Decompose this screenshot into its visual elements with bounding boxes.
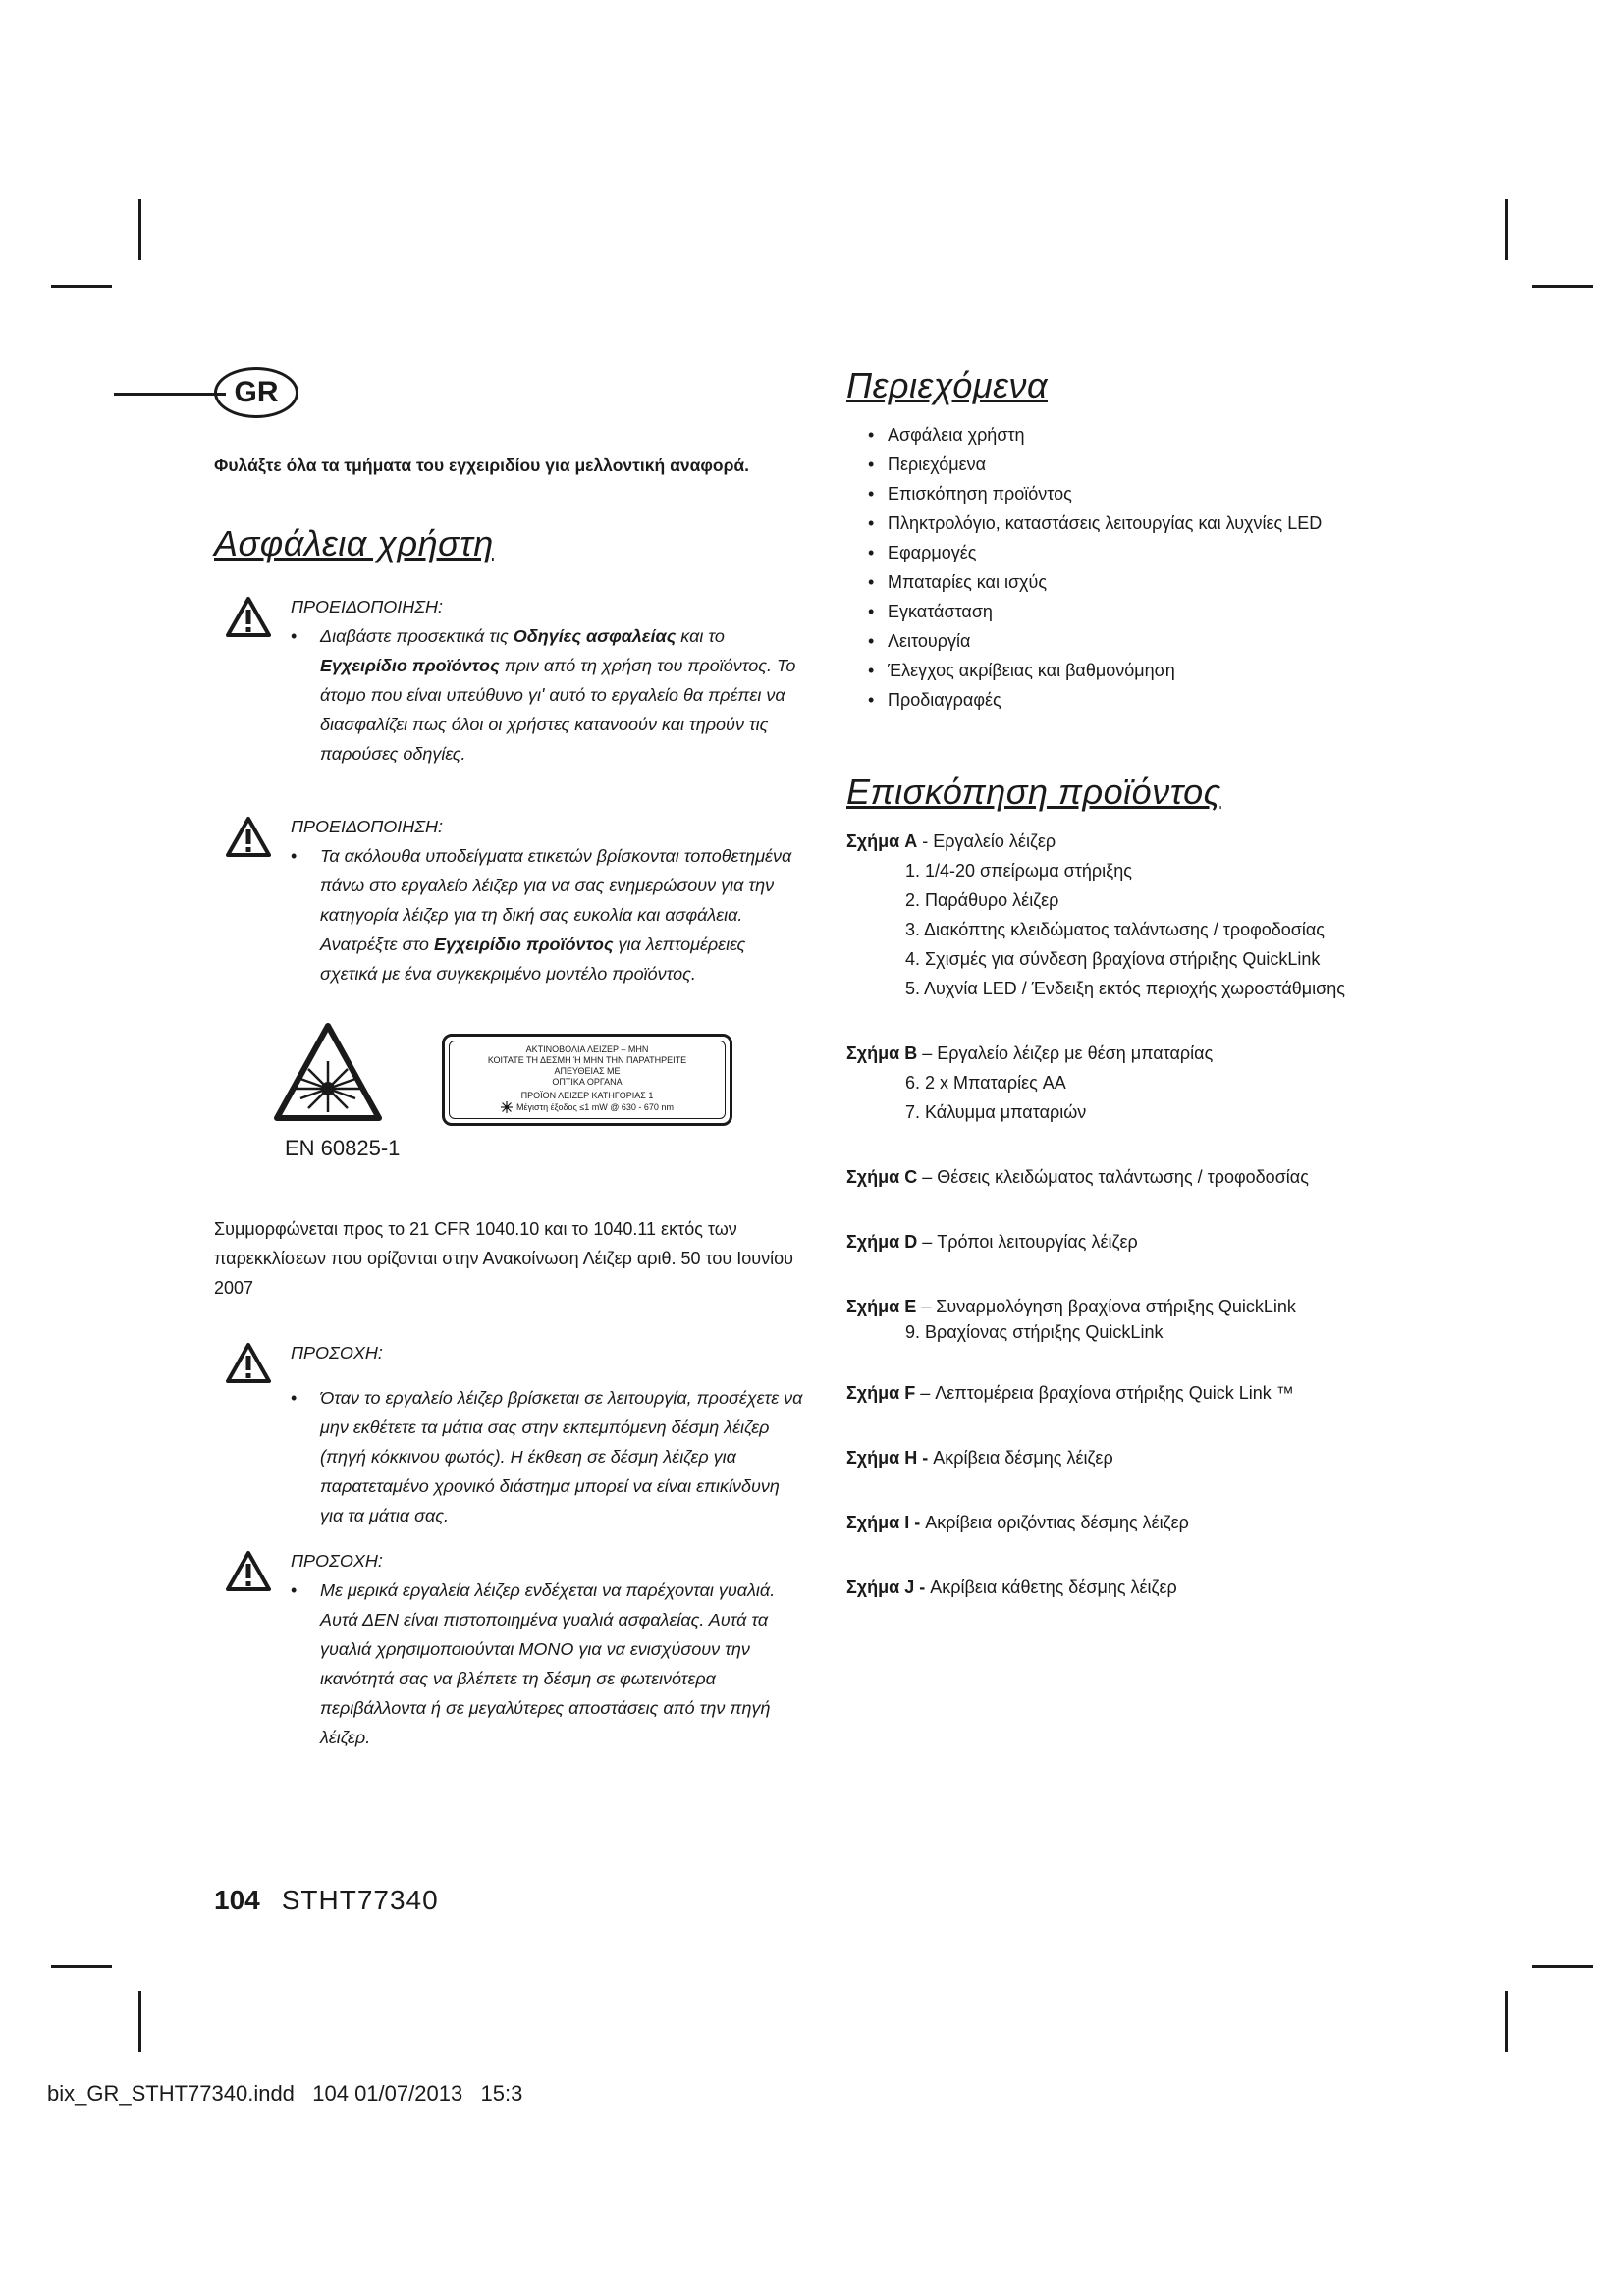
left-column bbox=[214, 365, 803, 1752]
figure-entry: Σχήμα E – Συναρμολόγηση βραχίονα στήριξης QuickLink 9. Βραχίονας στήριξης QuickLink bbox=[846, 1292, 1396, 1343]
safety-heading: Ασφάλεια χρήστη bbox=[214, 523, 494, 563]
warning-text: • Τα ακόλουθα υποδείγματα ετικετών βρίσκονται τοποθετημένα πάνω στο εργαλείο λέιζερ για να σας ενημερώσουν για την κατηγορία λέιζερ για τη δική σας ευκολία και ασφάλεια. Ανατρέξτε στο Εγχειρίδιο προϊόντος για λεπτομέρειες σχετικά με ένα συγκεκριμένο μοντέλο προϊόντος. bbox=[291, 841, 803, 988]
figure-part: 5. Λυχνία LED / Ένδειξη εκτός περιοχής χωροστάθμισης bbox=[905, 979, 1345, 998]
contents-item: • Ασφάλεια χρήστη bbox=[846, 420, 1396, 450]
contents-item: • Πληκτρολόγιο, καταστάσεις λειτουργίας και λυχνίες LED bbox=[846, 508, 1396, 538]
contents-item: • Εγκατάσταση bbox=[846, 597, 1396, 626]
right-column bbox=[846, 365, 1396, 1602]
laser-radiation-icon bbox=[273, 1022, 383, 1124]
crop-mark bbox=[1505, 1991, 1508, 2052]
contents-list bbox=[846, 420, 1396, 715]
label-line: ΚΟΙΤΑΤΕ ΤΗ ΔΕΣΜΗ Ή ΜΗΝ ΤΗΝ ΠΑΡΑΤΗΡΕΙΤΕ bbox=[487, 1055, 687, 1065]
language-marker bbox=[214, 365, 803, 422]
crop-mark bbox=[51, 1965, 112, 1968]
figure-entry: Σχήμα C – Θέσεις κλειδώματος ταλάντωσης / τροφοδοσίας bbox=[846, 1167, 1309, 1187]
figure-entry: Σχήμα F – Λεπτομέρεια βραχίονα στήριξης Quick Link ™ bbox=[846, 1383, 1294, 1403]
warning-text: • Διαβάστε προσεκτικά τις Οδηγίες ασφαλείας και το Εγχειρίδιο προϊόντος πριν από τη χρήση του προϊόντος. Το άτομο που είναι υπεύθυνο γι' αυτό το εργαλείο θα πρέπει να διασφαλίζει πως όλοι οι χρήστες κατανοούν και τηρούν τις παρούσες οδηγίες. bbox=[291, 621, 803, 769]
figure-entry: Σχήμα I - Ακρίβεια οριζόντιας δέσμης λέιζερ bbox=[846, 1513, 1189, 1532]
contents-item: • Μπαταρίες και ισχύς bbox=[846, 567, 1396, 597]
compliance-text: Συμμορφώνεται προς το 21 CFR 1040.10 και το 1040.11 εκτός των παρεκκλίσεων που ορίζονται στην Ανακοίνωση Λέιζερ αριθ. 50 του Ιουνίου 2007 bbox=[214, 1219, 793, 1298]
label-line: ΑΚΤΙΝΟΒΟΛΙΑ ΛΕΙΖΕΡ – ΜΗΝ bbox=[525, 1044, 649, 1054]
figure-entry: Σχήμα D – Τρόποι λειτουργίας λέιζερ bbox=[846, 1232, 1138, 1252]
figure-part: 1. 1/4-20 σπείρωμα στήριξης bbox=[905, 861, 1132, 881]
contents-item: • Εφαρμογές bbox=[846, 538, 1396, 567]
model-number: STHT77340 bbox=[281, 1885, 439, 1915]
warning-triangle-icon bbox=[226, 596, 271, 637]
figure-entry: Σχήμα J - Ακρίβεια κάθετης δέσμης λέιζερ bbox=[846, 1577, 1177, 1597]
standard-code: EN 60825-1 bbox=[285, 1136, 401, 1160]
contents-item: • Προδιαγραφές bbox=[846, 685, 1396, 715]
overview-heading: Επισκόπηση προϊόντος bbox=[846, 772, 1221, 812]
caution-text: • Με μερικά εργαλεία λέιζερ ενδέχεται να παρέχονται γυαλιά. Αυτά ΔΕΝ είναι πιστοποιημένα γυαλιά ασφαλείας. Αυτά τα γυαλιά χρησιμοποιούνται ΜΟΝΟ για να ενισχύσουν την ικανότητά σας να βλέπετε τη δέσμη σε φωτεινότερα περιβάλλοντα ή σε μεγαλύτερες αποστάσεις από την πηγή λέιζερ. bbox=[291, 1575, 803, 1752]
contents-item: • Περιεχόμενα bbox=[846, 450, 1396, 479]
label-line: ΑΠΕΥΘΕΙΑΣ ΜΕ bbox=[554, 1066, 621, 1076]
warning-triangle-icon bbox=[226, 1550, 271, 1591]
figure-part: 6. 2 x Μπαταρίες AA bbox=[905, 1073, 1066, 1093]
figure-entry: Σχήμα B – Εργαλείο λέιζερ με θέση μπαταρίας 6. 2 x Μπαταρίες AA 7. Κάλυμμα μπαταριών bbox=[846, 1039, 1396, 1127]
warning-block bbox=[214, 592, 803, 769]
label-line: Μέγιστη έξοδος ≤1 mW @ 630 - 670 nm bbox=[516, 1101, 674, 1112]
figure-part: 7. Κάλυμμα μπαταριών bbox=[905, 1102, 1087, 1122]
crop-mark bbox=[1532, 1965, 1593, 1968]
figure-entry: Σχήμα H - Ακρίβεια δέσμης λέιζερ bbox=[846, 1448, 1113, 1468]
figure-part: 3. Διακόπτης κλειδώματος ταλάντωσης / τροφοδοσίας bbox=[905, 920, 1325, 939]
contents-item: • Έλεγχος ακρίβειας και βαθμονόμηση bbox=[846, 656, 1396, 685]
contents-item: • Επισκόπηση προϊόντος bbox=[846, 479, 1396, 508]
warning-block bbox=[214, 812, 803, 988]
crop-mark bbox=[138, 199, 141, 260]
figure-list bbox=[846, 827, 1396, 1602]
print-slug: bix_GR_STHT77340.indd 104 01/07/2013 15:3 bbox=[47, 2081, 523, 2106]
label-line: ΠΡΟΪΟΝ ΛΕΙΖΕΡ ΚΑΤΗΓΟΡΙΑΣ 1 bbox=[520, 1091, 654, 1100]
caution-title: ΠΡΟΣΟΧΗ: bbox=[291, 1343, 383, 1362]
figure-part: 9. Βραχίονας στήριξης QuickLink bbox=[905, 1322, 1164, 1342]
laser-star-icon bbox=[501, 1101, 513, 1113]
laser-warning-label bbox=[442, 1034, 732, 1126]
figure-part: 4. Σχισμές για σύνδεση βραχίονα στήριξης QuickLink bbox=[905, 949, 1321, 969]
crop-mark bbox=[138, 1991, 141, 2052]
warning-title: ΠΡΟΕΙΔΟΠΟΙΗΣΗ: bbox=[291, 817, 444, 836]
crop-mark bbox=[1505, 199, 1508, 260]
marker-line bbox=[114, 393, 226, 396]
figure-part: 2. Παράθυρο λέιζερ bbox=[905, 890, 1059, 910]
laser-labels bbox=[214, 1022, 803, 1169]
caution-title: ΠΡΟΣΟΧΗ: bbox=[291, 1551, 383, 1571]
language-badge: GR bbox=[214, 367, 298, 418]
caution-block bbox=[214, 1338, 803, 1530]
page-number: 104 bbox=[214, 1885, 260, 1915]
contents-item: • Λειτουργία bbox=[846, 626, 1396, 656]
label-line: ΟΠΤΙΚΑ ΟΡΓΑΝΑ bbox=[552, 1077, 623, 1087]
page-footer bbox=[214, 1885, 439, 1916]
caution-block bbox=[214, 1546, 803, 1752]
contents-heading: Περιεχόμενα bbox=[846, 365, 1048, 405]
warning-triangle-icon bbox=[226, 816, 271, 857]
crop-mark bbox=[1532, 285, 1593, 288]
warning-title: ΠΡΟΕΙΔΟΠΟΙΗΣΗ: bbox=[291, 597, 444, 616]
warning-triangle-icon bbox=[226, 1342, 271, 1383]
figure-entry: Σχήμα A - Εργαλείο λέιζερ 1. 1/4-20 σπείρωμα στήριξης 2. Παράθυρο λέιζερ 3. Διακόπτης κλειδώματος ταλάντωσης / τροφοδοσίας 4. Σχισμές για σύνδεση βραχίονα στήριξης QuickLink 5. Λυχνία LED / Ένδειξη εκτός περιοχής χωροστάθμισης bbox=[846, 827, 1396, 1003]
crop-mark bbox=[51, 285, 112, 288]
caution-text: • Όταν το εργαλείο λέιζερ βρίσκεται σε λειτουργία, προσέχετε να μην εκθέτετε τα μάτια σας στην εκπεμπόμενη δέσμη λέιζερ (πηγή κόκκινου φωτός). Η έκθεση σε δέσμη λέιζερ για παρατεταμένο χρονικό διάστημα μπορεί να είναι επικίνδυνη για τα μάτια σας. bbox=[291, 1383, 803, 1530]
keep-manual-note: Φυλάξτε όλα τα τμήματα του εγχειριδίου για μελλοντική αναφορά. bbox=[214, 455, 750, 475]
